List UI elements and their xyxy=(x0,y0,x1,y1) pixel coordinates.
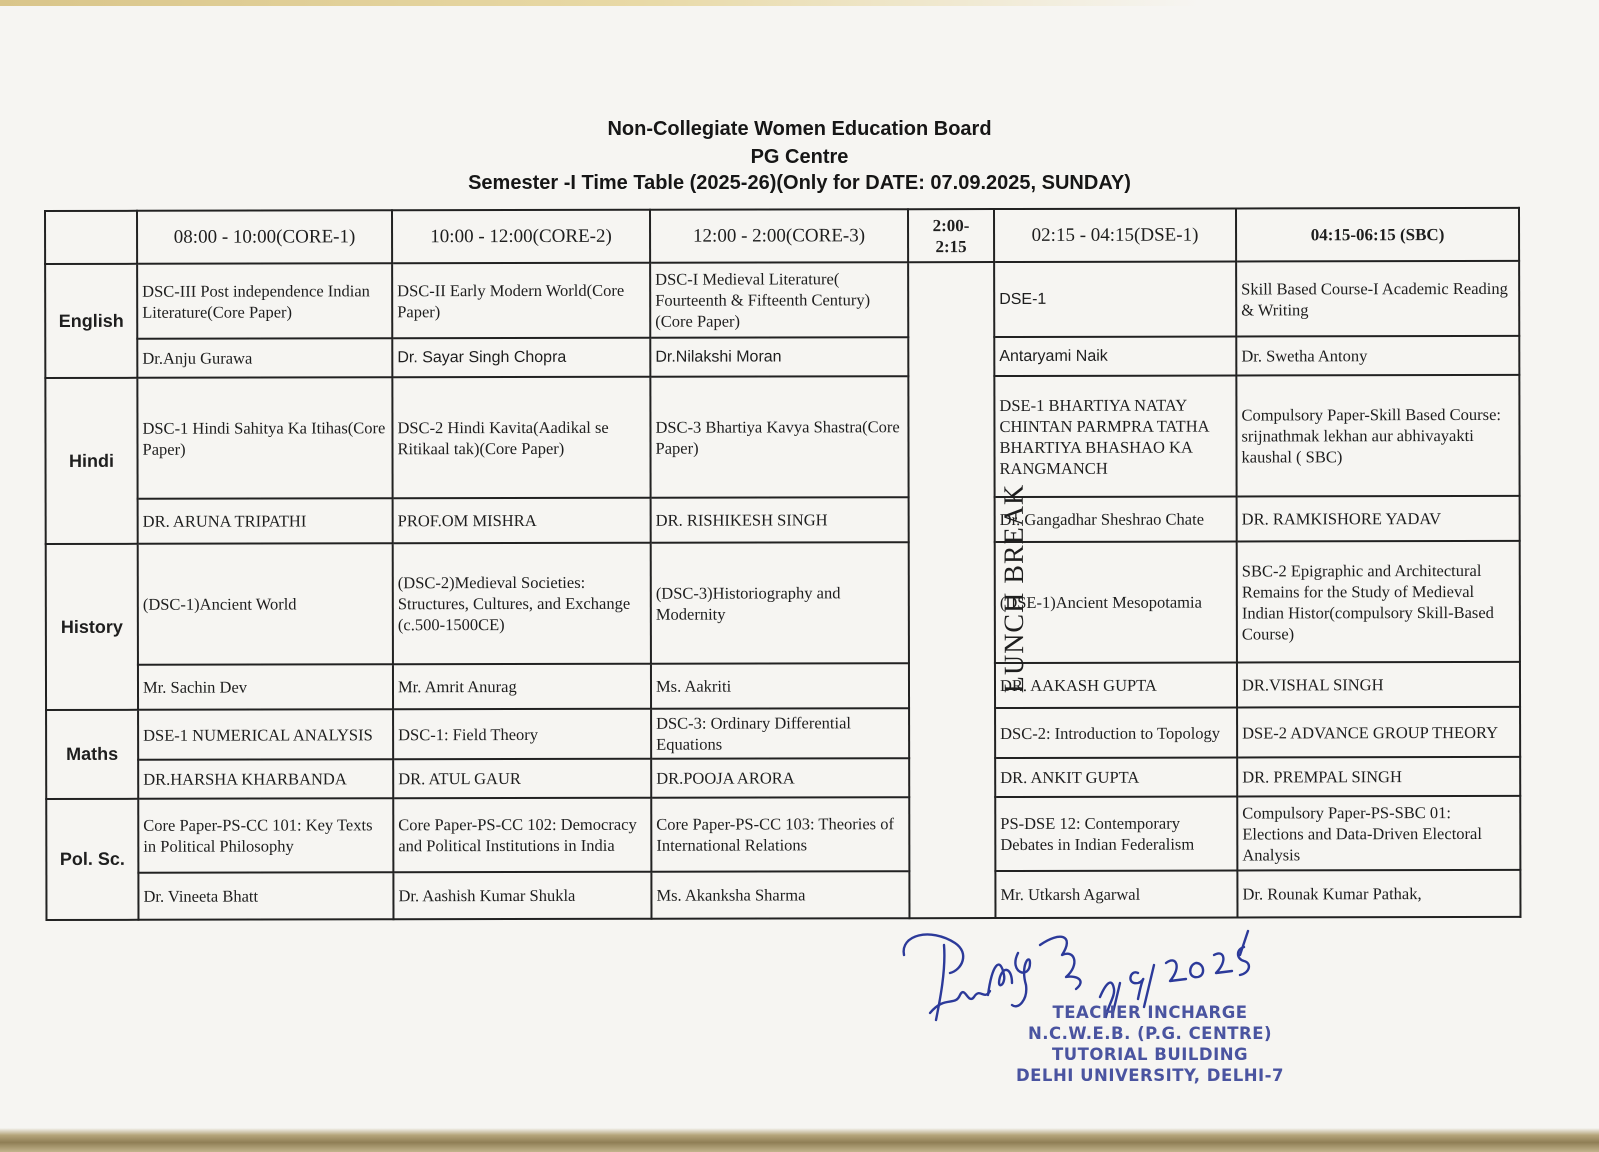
teacher-cell: DR. AAKASH GUPTA xyxy=(995,663,1237,709)
lunch-time-end: 2:15 xyxy=(935,236,967,256)
table-row xyxy=(46,662,1520,710)
teacher-cell: DR.VISHAL SINGH xyxy=(1237,662,1520,708)
lunch-time-start: 2:00- xyxy=(932,215,970,235)
teacher-cell: DR. ATUL GAUR xyxy=(393,759,651,799)
header-row xyxy=(45,208,1519,264)
course-cell: DSC-I Medieval Literature( Fourteenth & Fifteenth Century) (Core Paper) xyxy=(650,262,908,338)
subject-english: English xyxy=(45,264,137,378)
course-cell: Compulsory Paper-PS-SBC 01: Elections and Data-Driven Electoral Analysis xyxy=(1237,796,1520,871)
teacher-cell: PROF.OM MISHRA xyxy=(393,498,651,544)
teacher-cell: Dr.Anju Gurawa xyxy=(137,338,392,378)
teacher-cell: Dr. Gangadhar Sheshrao Chate xyxy=(995,497,1237,543)
slot-sbc: 04:15-06:15 (SBC) xyxy=(1236,208,1519,262)
centre-title: PG Centre xyxy=(750,146,849,168)
course-cell: DSE-1 BHARTIYA NATAY CHINTAN PARMPRA TATHA BHARTIYA BHASHAO KA RANGMANCH xyxy=(994,376,1236,498)
timetable-title: Semester -I Time Table (2025-26)(Only for DATE: 07.09.2025, SUNDAY) xyxy=(468,172,1131,194)
teacher-cell: Antaryami Naik xyxy=(994,337,1236,377)
teacher-cell: Mr. Sachin Dev xyxy=(138,664,393,710)
teacher-cell: Dr. Vineeta Bhatt xyxy=(138,872,393,920)
subject-maths: Maths xyxy=(46,710,138,799)
course-cell: DSC-2 Hindi Kavita(Aadikal se Ritikaal tak)(Core Paper) xyxy=(392,377,650,499)
slot-dse-1: 02:15 - 04:15(DSE-1) xyxy=(994,209,1236,263)
teacher-cell: Ms. Aakriti xyxy=(651,663,909,709)
course-cell: (DSC-2)Medieval Societies: Structures, Cultures, and Exchange (c.500-1500CE) xyxy=(393,543,651,665)
lunch-break-label: LUNCH BREAK xyxy=(998,483,1031,694)
course-cell: Core Paper-PS-CC 103: Theories of International Relations xyxy=(651,797,909,872)
course-cell: DSC-1 Hindi Sahitya Ka Itihas(Core Paper) xyxy=(137,377,392,499)
teacher-cell: Dr. Rounak Kumar Pathak, xyxy=(1237,870,1520,918)
corner-cell xyxy=(45,211,137,264)
subject-pol-sc: Pol. Sc. xyxy=(46,799,138,920)
course-cell: DSC-II Early Modern World(Core Paper) xyxy=(392,263,650,339)
teacher-cell: Mr. Amrit Anurag xyxy=(393,664,651,710)
teacher-cell: DR. RISHIKESH SINGH xyxy=(651,497,909,543)
table-row xyxy=(46,541,1520,665)
course-cell: DSC-III Post independence Indian Literature(Core Paper) xyxy=(137,263,392,339)
course-cell: SBC-2 Epigraphic and Architectural Remains for the Study of Medieval Indian Histor(compulsory Skill-Based Course) xyxy=(1237,541,1520,663)
teacher-cell: Dr. Swetha Antony xyxy=(1236,336,1519,376)
table-row xyxy=(46,757,1520,799)
teacher-cell: Ms. Akanksha Sharma xyxy=(651,871,909,919)
course-cell: Core Paper-PS-CC 101: Key Texts in Political Philosophy xyxy=(138,798,393,873)
table-row xyxy=(45,336,1519,378)
course-cell: DSE-1 NUMERICAL ANALYSIS xyxy=(138,709,393,760)
teacher-cell: Dr.Nilakshi Moran xyxy=(650,337,908,377)
table-row xyxy=(45,375,1519,499)
course-cell: Skill Based Course-I Academic Reading & Writing xyxy=(1236,261,1519,337)
course-cell: (DSE-1)Ancient Mesopotamia xyxy=(995,542,1237,664)
teacher-cell: DR.POOJA ARORA xyxy=(651,758,909,798)
course-cell: PS-DSE 12: Contemporary Debates in Indian Federalism xyxy=(995,797,1237,872)
stamp-line-4: DELHI UNIVERSITY, DELHI-7 xyxy=(1015,1066,1285,1085)
course-cell: DSC-3: Ordinary Differential Equations xyxy=(651,708,909,759)
table-row xyxy=(45,261,1519,339)
course-cell: DSE-2 ADVANCE GROUP THEORY xyxy=(1237,707,1520,758)
teacher-cell: DR. ANKIT GUPTA xyxy=(995,758,1237,798)
slot-core-3: 12:00 - 2:00(CORE-3) xyxy=(650,209,908,263)
table-row xyxy=(46,496,1520,544)
table-row xyxy=(46,796,1520,873)
course-cell: Core Paper-PS-CC 102: Democracy and Political Institutions in India xyxy=(393,798,651,873)
timetable xyxy=(44,207,1521,921)
course-cell: DSC-1: Field Theory xyxy=(393,709,651,760)
course-cell: DSE-1 xyxy=(994,262,1236,338)
page-edge-top xyxy=(0,0,1599,6)
teacher-cell: DR. ARUNA TRIPATHI xyxy=(138,498,393,544)
stamp-line-1: TEACHER INCHARGE xyxy=(1052,1003,1248,1022)
table-row xyxy=(46,707,1520,760)
slot-core-2: 10:00 - 12:00(CORE-2) xyxy=(392,210,650,264)
teacher-cell: Dr. Aashish Kumar Shukla xyxy=(393,872,651,920)
slot-lunch-time xyxy=(908,209,994,262)
slot-core-1: 08:00 - 10:00(CORE-1) xyxy=(137,210,392,264)
subject-history: History xyxy=(46,544,138,710)
course-cell: Compulsory Paper-Skill Based Course: srijnathmak lekhan aur abhivayakti kaushal ( SBC) xyxy=(1236,375,1519,497)
stamp-line-3: TUTORIAL BUILDING xyxy=(1051,1045,1249,1064)
teacher-cell: DR. RAMKISHORE YADAV xyxy=(1237,496,1520,542)
teacher-cell: Mr. Utkarsh Agarwal xyxy=(995,871,1237,919)
table-row xyxy=(46,870,1520,920)
course-cell: DSC-2: Introduction to Topology xyxy=(995,708,1237,759)
page-edge-bottom xyxy=(0,1128,1599,1152)
course-cell: (DSC-1)Ancient World xyxy=(138,543,393,665)
teacher-cell: Dr. Sayar Singh Chopra xyxy=(392,338,650,378)
course-cell: DSC-3 Bhartiya Kavya Shastra(Core Paper) xyxy=(650,376,908,498)
board-title: Non-Collegiate Women Education Board xyxy=(607,118,992,140)
stamp-line-2: N.C.W.E.B. (P.G. CENTRE) xyxy=(1027,1024,1273,1043)
teacher-cell: DR. PREMPAL SINGH xyxy=(1237,757,1520,797)
subject-hindi: Hindi xyxy=(45,378,137,544)
course-cell: (DSC-3)Historiography and Modernity xyxy=(651,542,909,664)
teacher-cell: DR.HARSHA KHARBANDA xyxy=(138,759,393,799)
